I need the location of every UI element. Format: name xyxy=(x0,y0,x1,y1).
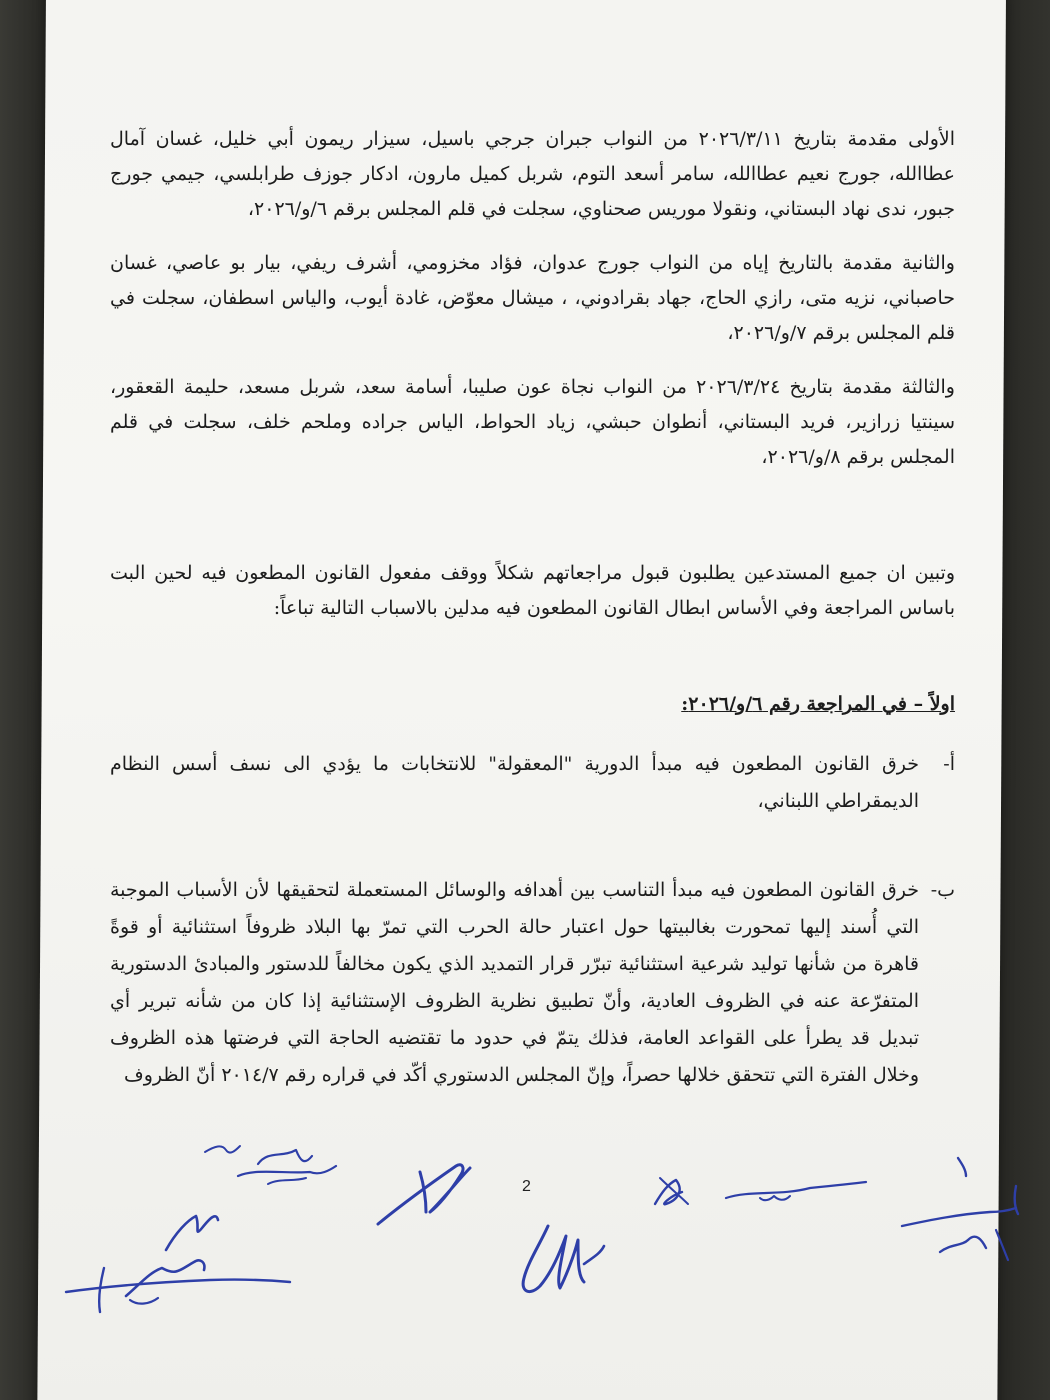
paragraph-text: والثانية مقدمة بالتاريخ إياه من النواب جورج عدوان، فؤاد مخزومي، أشرف ريفي، بيار بو عاصي، غسان حاصباني، نزيه متى، رازي الحاج، جهاد بقرادوني، ، ميشال معوّض، غادة أيوب، والياس اسطفان، سجلت في قلم المجلس برقم ٧/و/٢٠٢٦، xyxy=(110,252,955,344)
list-item-a xyxy=(110,746,955,820)
list-item-b xyxy=(110,872,955,1094)
paragraph-text: وتبين ان جميع المستدعين يطلبون قبول مراجعاتهم شكلاً ووقف مفعول القانون المطعون فيه لحين البت باساس المراجعة وفي الأساس ابطال القانون المطعون فيه مدلين بالاسباب التالية تباعاً: xyxy=(110,562,955,619)
page-number: 2 xyxy=(522,1178,531,1195)
paragraph-third-appeal xyxy=(110,370,955,475)
paragraph-text: والثالثة مقدمة بتاريخ ٢٠٢٦/٣/٢٤ من النواب نجاة عون صليبا، أسامة سعد، شربل مسعد، حليمة القعقور، سينتيا زرازير، فريد البستاني، أنطوان حبشي، زياد الحواط، الياس جراده وملحم خلف، سجلت في قلم المجلس برقم ٨/و/٢٠٢٦، xyxy=(110,376,955,468)
paragraph-second-appeal xyxy=(110,246,955,351)
paragraph-requests xyxy=(110,556,955,626)
list-marker: أ- xyxy=(943,753,955,775)
list-marker: ب- xyxy=(930,879,955,901)
paragraph-text: الأولى مقدمة بتاريخ ٢٠٢٦/٣/١١ من النواب جبران جرجي باسيل، سيزار ريمون أبي خليل، غسان آمال عطاالله، جورج نعيم عطاالله، سامر أسعد التوم، شربل كميل مارون، ادكار جوزف طرابلسي، جيمي جورج جبور، ندى نهاد البستاني، ونقولا موريس صحناوي، سجلت في قلم المجلس برقم ٦/و/٢٠٢٦، xyxy=(110,128,956,220)
list-item-text: خرق القانون المطعون فيه مبدأ الدورية "المعقولة" للانتخابات ما يؤدي الى نسف أسس النظام الديمقراطي اللبناني، xyxy=(110,753,919,812)
list-item-text: خرق القانون المطعون فيه مبدأ التناسب بين أهدافه والوسائل المستعملة لتحقيقها لأن الأسباب الموجبة التي أُسند إليها تمحورت بغالبيتها حول اعتبار حالة الحرب التي تمرّ بها البلاد ظروفاً استثنائية أو قوةً قاهرة من شأنها توليد شرعية استثنائية تبرّر قرار التمديد الذي يكون مخالفاً للدستور والمبادئ الدستورية المتفرّعة عنه في الظروف العادية، وأنّ تطبيق نظرية الظروف الإستثنائية إذا كان من شأنه تبرير أي تبديل قد يطرأ على القواعد العامة، فذلك يتمّ في حدود ما تقتضيه الحاجة التي فرضتها هذه الظروف وخلال الفترة التي تتحقق خلالها حصراً، وإنّ المجلس الدستوري أكّد في قراره رقم ٢٠١٤/٧ أنّ الظروف xyxy=(110,879,919,1086)
paragraph-first-appeal xyxy=(110,122,955,227)
section-heading: اولاً – في المراجعة رقم ٦/و/٢٠٢٦: xyxy=(681,693,955,715)
